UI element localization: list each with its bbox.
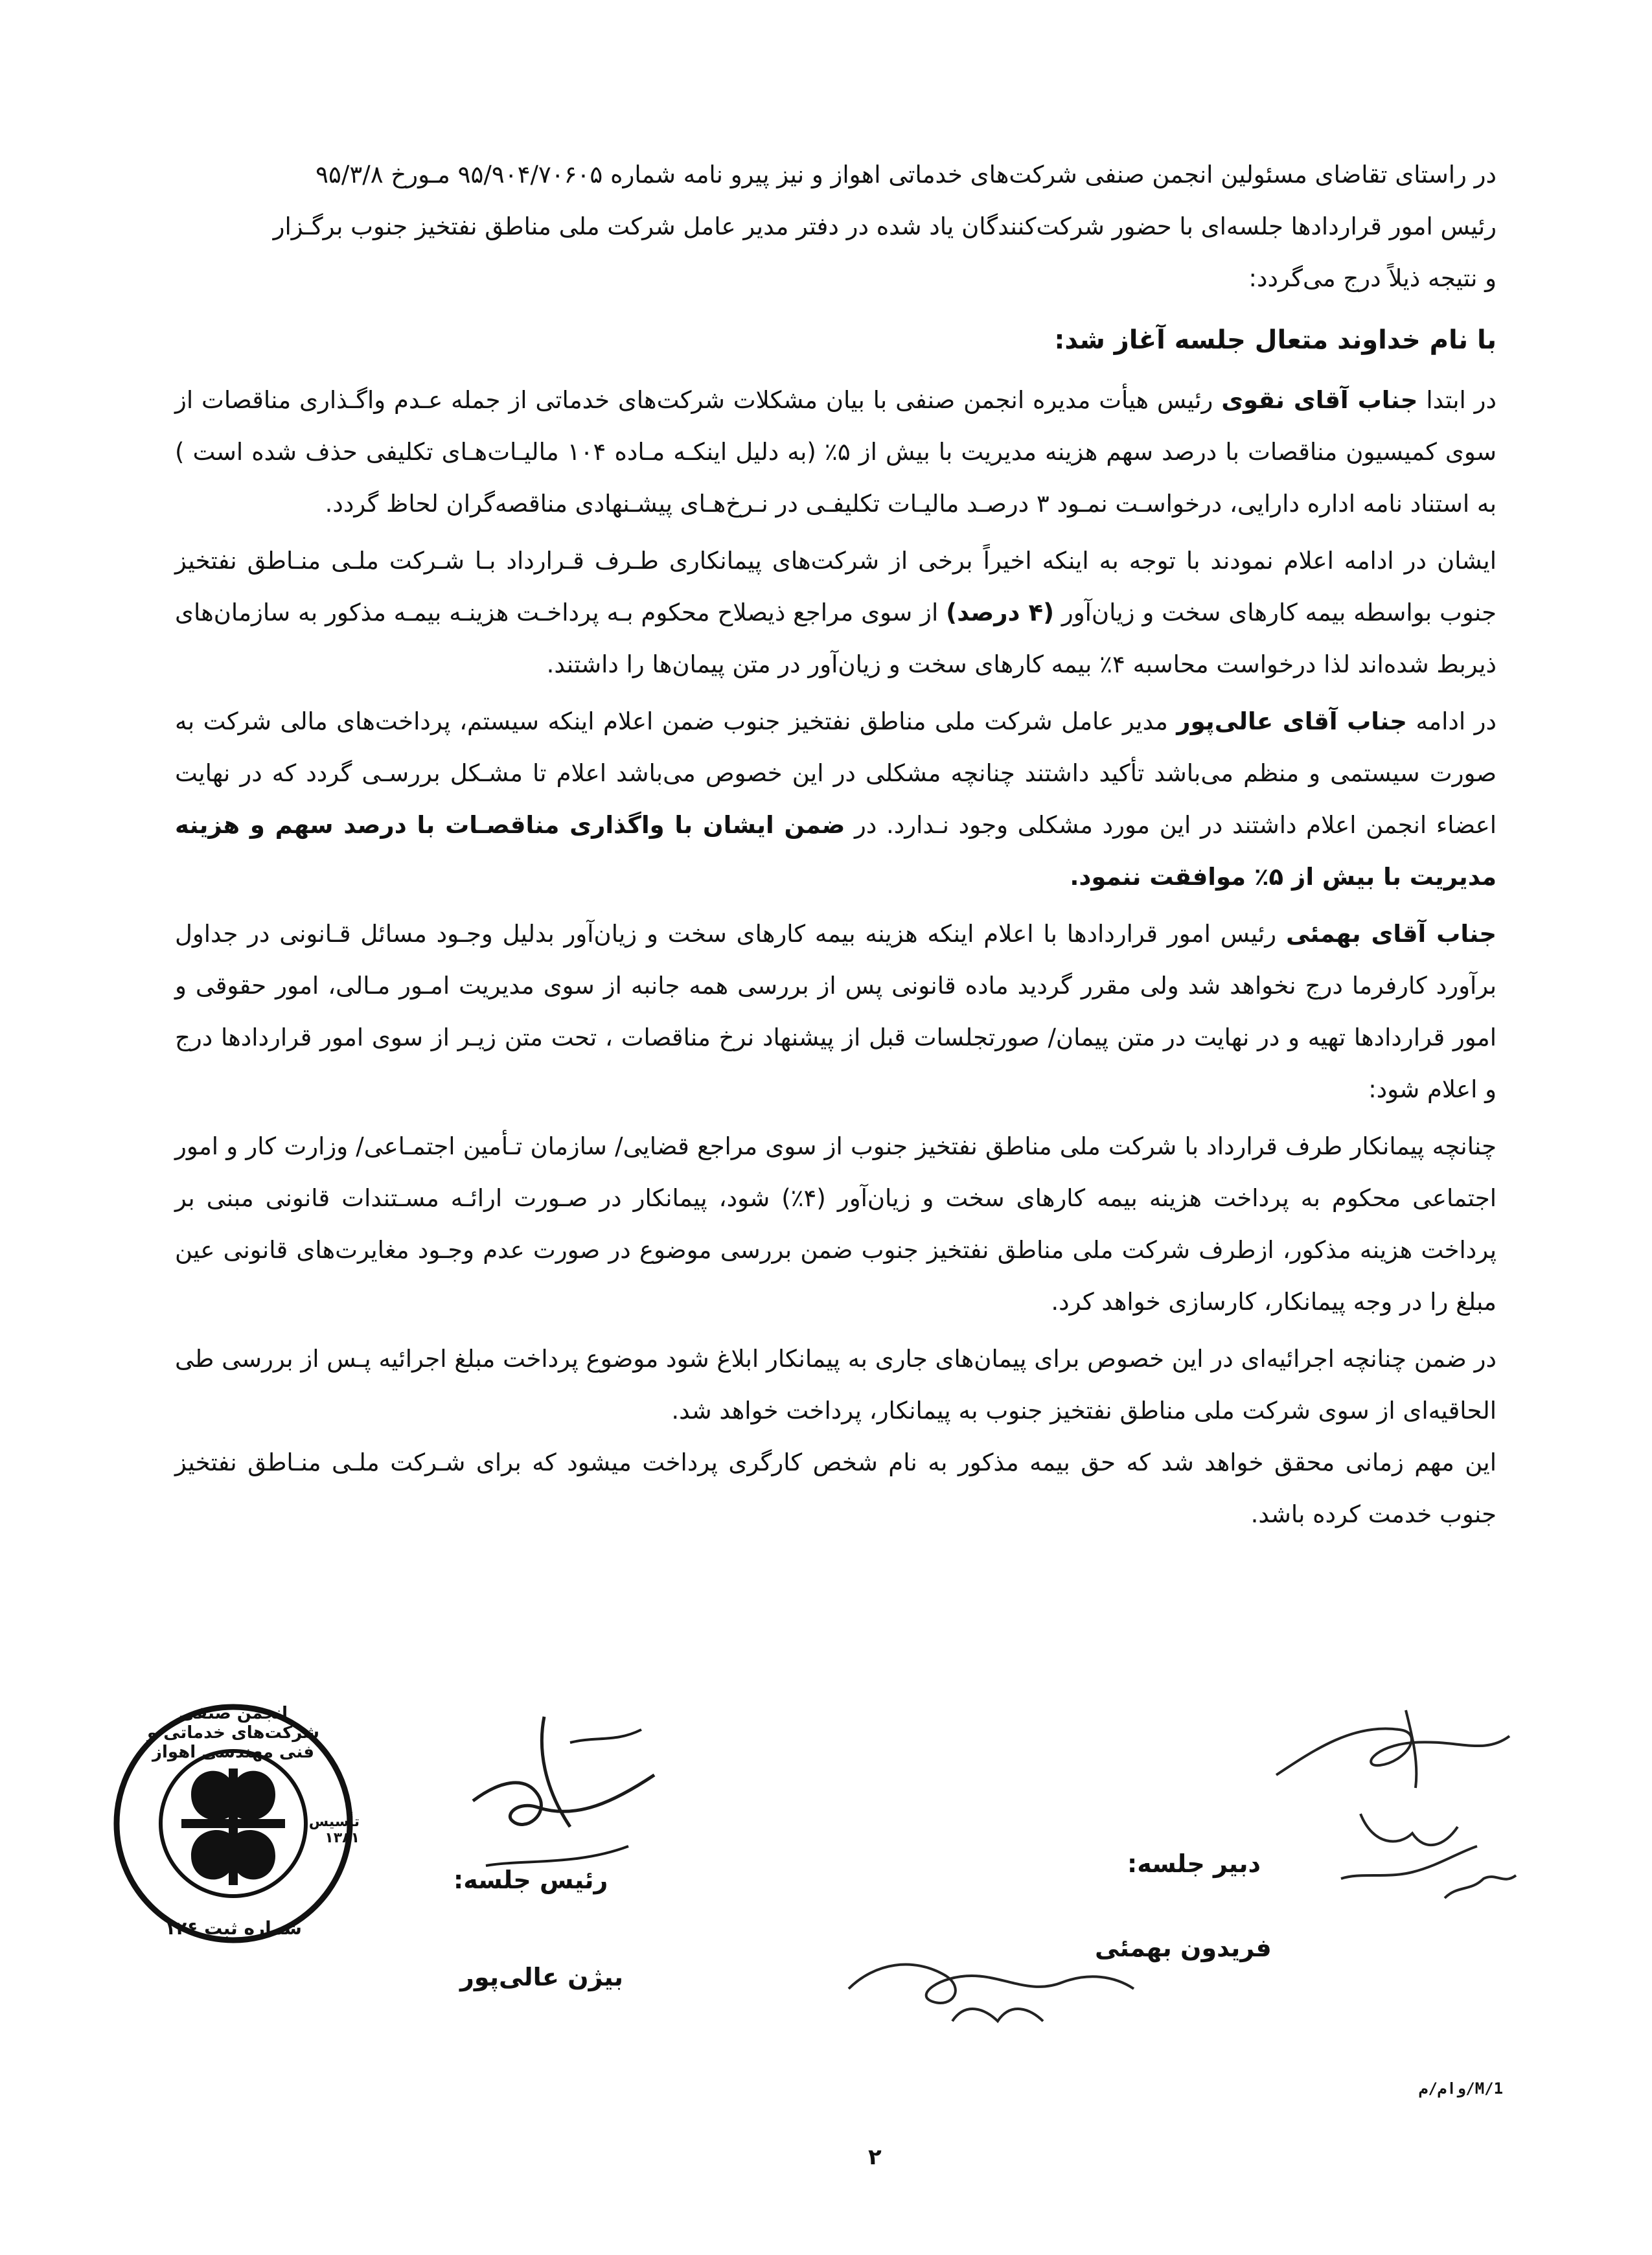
- paragraph-insurance: این مهم زمانی محقق خواهد شد که حق بیمه مذکور به نام شخص کارگری پرداخت میشود که برای شـرکت ملـی منـاطق نفتخیز جنوب خدمت کرده باشد.: [175, 1448, 1497, 1528]
- secretary-name: فریدون بهمئی: [1095, 1934, 1272, 1962]
- paragraph-enforcement: در ضمن چنانچه اجرائیه‌ای در این خصوص برای پیمان‌های جاری به پیمانکار ابلاغ شود موضوع پرداخت مبلغ اجرائیه پـس از بررسی طی الحاقیه‌ای از سوی شرکت ملی مناطق نفتخیز جنوب به پیمانکار، پرداخت خواهد شد.: [175, 1345, 1497, 1425]
- p1-lead: در ابتدا: [1417, 386, 1497, 414]
- intro-line-3: و نتیجه ذیلاً درج می‌گردد:: [1248, 264, 1497, 292]
- p1-name: جناب آقای نقوی: [1221, 386, 1418, 414]
- intro-line-1: در راستای تقاضای مسئولین انجمن صنفی شرکت‌های خدماتی اهواز و نیز پیرو نامه شماره ۹۵/۹۰۴/۷۰۶۰۵ مـورخ ۹۵/۳/۸: [315, 161, 1497, 189]
- paragraph-alipour: [175, 696, 1497, 903]
- p4-text: رئیس امور قراردادها با اعلام اینکه هزینه بیمه کارهای سخت و زیان‌آور بدلیل وجـود مسائل قـانونی در جداول برآورد کارفرما درج نخواهد شد ولی مقرر گردید ماده قانونی پس از بررسی همه جانبه از سوی مدیریت امـور مـالی، امور حقوقی و امور قراردادها تهیه و در نهایت در متن پیمان/ صورتجلسات قبل از پیشنهاد نرخ مناقصات ، تحت متن زیـر از سوی امور قراردادها درج و اعلام شود:: [175, 920, 1497, 1103]
- secretary-signature: [1263, 1684, 1535, 1930]
- p3-text: مدیر عامل شرکت ملی مناطق نفتخیز جنوب ضمن اعلام اینکه سیستم، پرداخت‌های مالی شرکت به صورت سیستمی و منظم می‌باشد تأکید داشتند چنانچه مشکلی در این خصوص می‌باشد اعلام تا مشـکل بررسـی گردد که در نهایت اعضاء انجمن اعلام داشتند در این مورد مشکلی وجود نـدارد. در: [175, 707, 1497, 839]
- stamp-registration: شماره ثبت ۱۲۶: [165, 1917, 302, 1939]
- secretary-label: دبیر جلسه:: [1127, 1849, 1261, 1878]
- paragraph-followup: [175, 535, 1497, 691]
- paragraph-naghavi: [175, 374, 1497, 530]
- p2-text: از سوی مراجع ذیصلاح محکوم بـه پرداخـت هزینـه بیمـه مذکور به سازمان‌های ذیربط شده‌اند لذا درخواست محاسبه ۴٪ بیمه کارهای سخت و زیان‌آور در متن پیمان‌ها را داشتند.: [175, 599, 1497, 678]
- p3-decision: ضمن ایشان با واگذاری مناقصـات با درصد سهم و هزینه مدیریت با بیش از ۵٪ موافقت ننمود.: [175, 811, 1497, 891]
- association-stamp: [107, 1697, 360, 1950]
- form-code: وام/م/M/1: [1419, 2079, 1504, 2098]
- stamp-founded: تأسیس ۱۳۸۱: [308, 1814, 360, 1846]
- p3-lead: در ادامه: [1406, 707, 1497, 735]
- chair-label: رئیس جلسه:: [453, 1866, 608, 1894]
- p3-name: جناب آقای عالی‌پور: [1176, 707, 1407, 735]
- chair-name: بیژن عالی‌پور: [460, 1963, 623, 1991]
- p2-percent: (۴ درصد): [946, 599, 1055, 626]
- page-number: ۲: [868, 2144, 882, 2170]
- intro-line-2: رئیس امور قراردادها جلسه‌ای با حضور شرکت‌کنندگان یاد شده در دفتر مدیر عامل شرکت ملی مناطق نفتخیز جنوب برگـزار: [273, 212, 1497, 240]
- session-heading: با نام خداوند متعال جلسه آغاز شد:: [1054, 325, 1497, 355]
- p1-text: رئیس هیأت مدیره انجمن صنفی با بیان مشکلات شرکت‌های خدماتی از جمله عـدم واگـذاری مناقصات از سوی کمیسیون مناقصات با درصد سهم هزینه مدیریت با بیش از ۵٪ (به دلیل اینکـه مـاده ۱۰۴ مالیـات‌هـای تکلیفی حذف شده است ) به استناد نامه اداره دارایی، درخواسـت نمـود ۳ درصـد مالیـات تکلیفـی در نـرخ‌هـای پیشـنهادی مناقصه‌گران لحاظ گردد.: [175, 386, 1497, 518]
- p4-name: جناب آقای بهمئی: [1285, 920, 1497, 948]
- p2-lead: ایشان در ادامه اعلام نمودند با توجه به اینکه اخیراً برخی از شرکت‌های پیمانکاری طـرف قـرارداد بـا شـرکت ملـی منـاطق نفتخیز جنوب بواسطه بیمه کارهای سخت و زیان‌آور: [175, 547, 1497, 626]
- stamp-ring-text: انجمن صنفی شرکت‌های خدماتی و فنی مهندسی اهواز: [147, 1704, 319, 1762]
- paragraph-clause: چنانچه پیمانکار طرف قرارداد با شرکت ملی مناطق نفتخیز جنوب از سوی مراجع قضایی/ سازمان تـأمین اجتمـاعی/ وزارت کار و امور اجتماعی محکوم به پرداخت هزینه بیمه کارهای سخت و زیان‌آور (۴٪) شود، پیمانکار در صـورت ارائـه مسـتندات قانونی مبنی بر پرداخت هزینه مذکور، ازطرف شرکت ملی مناطق نفتخیز جنوب ضمن بررسی موضوع در صورت عدم وجـود مغایرت‌های قانونی عین مبلغ را در وجه پیمانکار، کارسازی خواهد کرد.: [175, 1132, 1497, 1316]
- paragraph-bahmaei: [175, 908, 1497, 1116]
- document-body: [175, 149, 1497, 1540]
